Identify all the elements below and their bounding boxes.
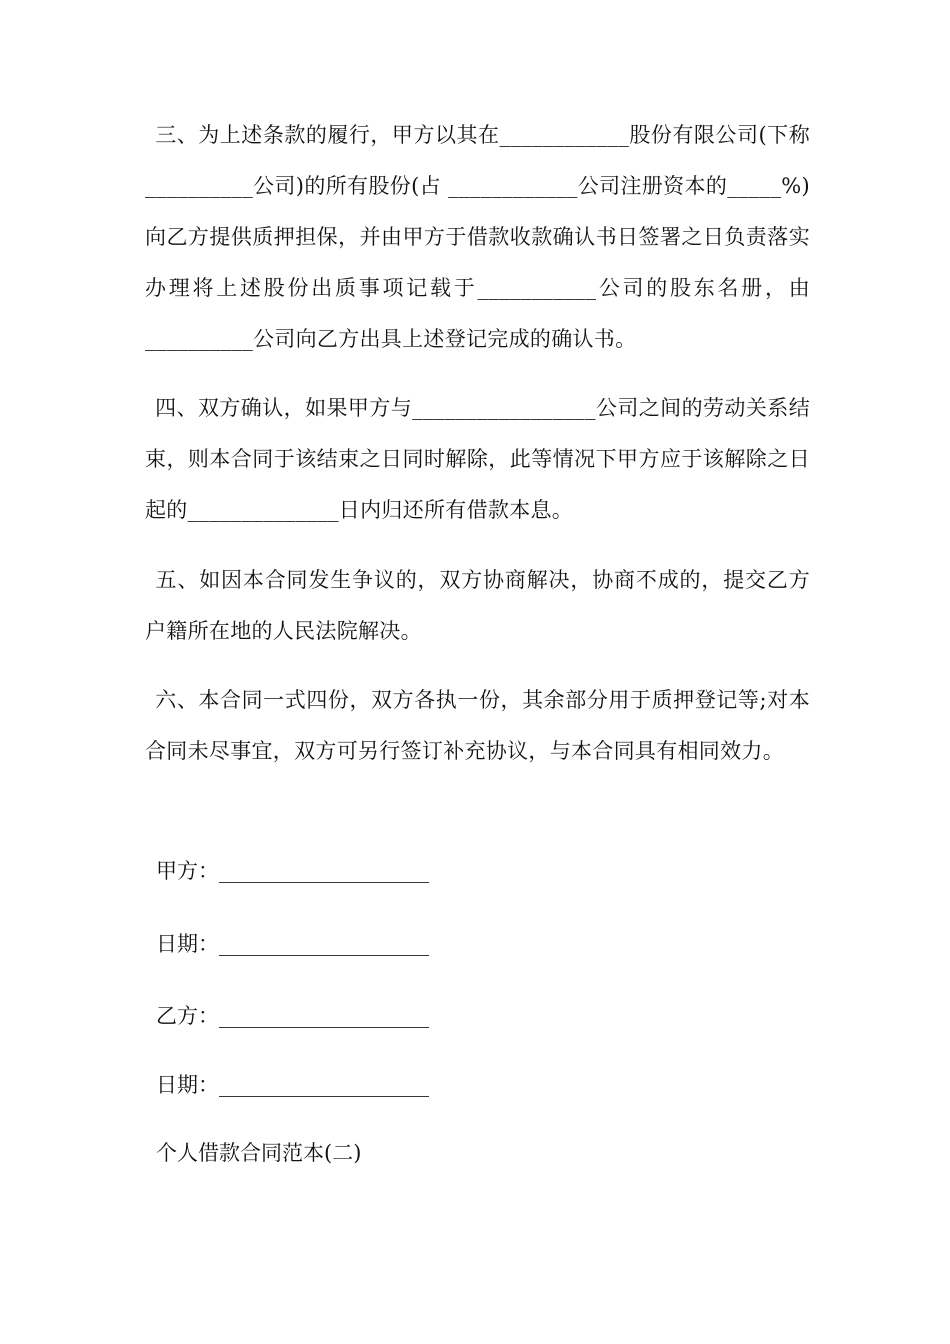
clause-3-text: 三、为上述条款的履行，甲方以其在____________股份有限公司(下称__________公司)的所有股份(占 ____________公司注册资本的_____%)向乙方提供质押担保，并由甲方于借款收款确认书日签署之日负责落实办理将上述股份出质事项记载于___________公司的股东名册，由 __________公司向乙方出具上述登记完成的确认书。 [145,123,810,351]
clause-6-text: 六、本合同一式四份，双方各执一份，其余部分用于质押登记等;对本合同未尽事宜，双方可另行签订补充协议，与本合同具有相同效力。 [145,688,810,763]
signature-date-b: 日期：____________________ [156,1073,429,1097]
signature-party-a: 甲方：____________________ [156,859,429,883]
clause-3-paragraph [145,110,810,365]
signature-party-b: 乙方：____________________ [156,1004,429,1028]
clause-5-paragraph [145,555,810,657]
signature-date-a: 日期：____________________ [156,932,429,956]
clause-5-text: 五、如因本合同发生争议的，双方协商解决，协商不成的，提交乙方户籍所在地的人民法院解决。 [145,568,810,643]
clause-4-text: 四、双方确认，如果甲方与_________________公司之间的劳动关系结束，则本合同于该结束之日同时解除，此等情况下甲方应于该解除之日起的______________日内归还所有借款本息。 [145,396,810,522]
clause-6-paragraph [145,675,810,777]
next-section-heading: 个人借款合同范本(二) [156,1141,362,1165]
clause-4-paragraph [145,383,810,536]
